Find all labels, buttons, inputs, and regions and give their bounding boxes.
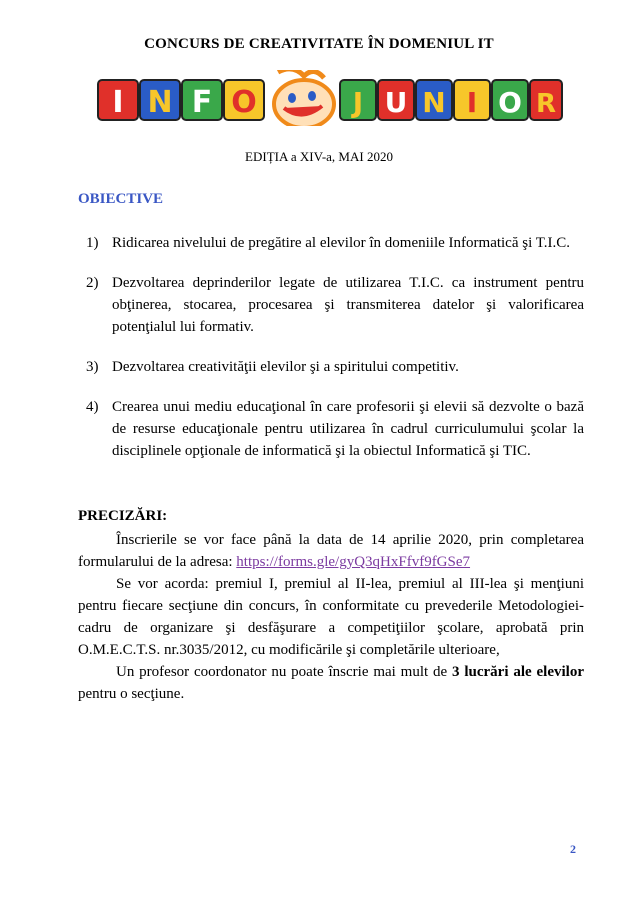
limit-text-bold: 3 lucrări ale elevilor (452, 664, 585, 680)
contest-title: CONCURS DE CREATIVITATE ÎN DOMENIUL IT (144, 36, 494, 52)
svg-text:U: U (384, 86, 408, 119)
svg-text:N: N (422, 86, 446, 119)
list-item-text: Dezvoltarea creativităţii elevilor şi a spiritului competitiv. (112, 359, 459, 375)
edition-line: EDIȚIA a XIV-a, MAI 2020 (245, 149, 393, 164)
svg-text:R: R (535, 89, 557, 119)
smiley-face-icon (274, 70, 334, 126)
list-item (86, 232, 584, 254)
list-item-number: 1) (86, 235, 99, 251)
awards-paragraph: Se vor acorda: premiul I, premiul al II-lea, premiul al III-lea şi menţiuni pentru fiecare secţiune din concurs, în conformitate cu prevederile Metodologiei-cadru de organizare şi desfăşurare a competiţiilor şcolare, aprobată prin O.M.E.C.T.S. nr.3035/2012, cu modificările şi completările ulterioare, (78, 576, 584, 658)
limit-text-after: pentru o secţiune. (78, 686, 185, 702)
svg-text:I: I (112, 85, 124, 120)
svg-text:J: J (352, 86, 364, 119)
list-item-text: Crearea unui mediu educaţional în care profesorii şi elevii să dezvolte o bază de resurse educaţionale pentru utilizarea în cadrul curriculumului şcolar la disciplinele opţionale de informatică şi la obiectul Informatică şi TIC. (112, 399, 584, 459)
list-item-text: Dezvoltarea deprinderilor legate de utilizarea T.I.C. ca instrument pentru obţinerea, stocarea, procesarea şi transmiterea datelor şi valorificarea potenţialul lui formativ. (112, 275, 584, 335)
svg-text:O: O (231, 85, 257, 120)
svg-text:I: I (466, 86, 478, 119)
list-item-text: Ridicarea nivelului de pregătire al elevilor în domeniile Informatică şi T.I.C. (112, 235, 571, 251)
list-item (86, 356, 584, 378)
list-item-number: 4) (86, 399, 99, 415)
svg-text:F: F (191, 85, 213, 120)
objectives-heading: OBIECTIVE (78, 191, 164, 207)
info-junior-logo (78, 70, 563, 126)
logo-info-letters (98, 80, 264, 120)
objectives-list (86, 232, 584, 480)
page-number: 2 (570, 842, 576, 856)
limit-text-before: Un profesor coordonator nu poate înscrie mai mult de (116, 664, 453, 680)
list-item (86, 396, 584, 462)
list-item (86, 272, 584, 338)
svg-text:N: N (147, 85, 173, 120)
svg-text:O: O (498, 86, 522, 119)
limit-paragraph (78, 661, 584, 705)
list-item-number: 2) (86, 275, 99, 291)
logo-junior-letters (340, 80, 562, 120)
registration-form-link[interactable]: https://forms.gle/gyQ3qHxFfvf9fGSe7 (236, 554, 471, 570)
precizari-heading: PRECIZĂRI: (78, 508, 168, 524)
registration-paragraph (78, 529, 584, 573)
precizari-body (78, 529, 584, 705)
list-item-number: 3) (86, 359, 99, 375)
registration-text: Înscrierile se vor face până la data de 14 aprilie 2020, prin completarea formularului de la adresa: (78, 532, 584, 570)
